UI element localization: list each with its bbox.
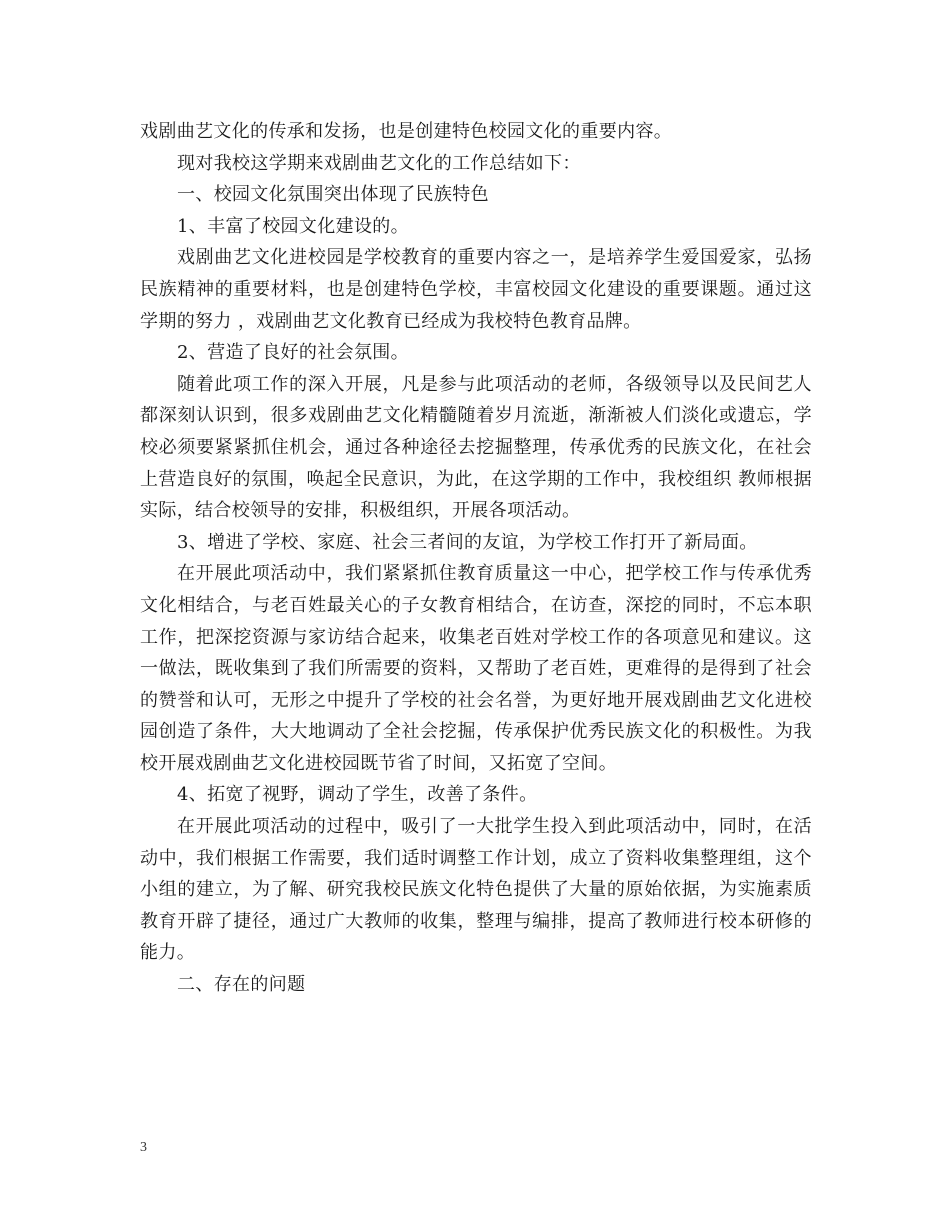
paragraph-body-1: 戏剧曲艺文化进校园是学校教育的重要内容之一，是培养学生爱国爱家，弘扬民族精神的重要材料，也是创建特色学校，丰富校园文化建设的重要课题。通过这学期的努力 ，戏剧曲艺文化教育已经成为我校特色教育品牌。 [140,247,812,332]
paragraph-intro: 现对我校这学期来戏剧曲艺文化的工作总结如下： [177,152,581,174]
subheading-3: 3、增进了学校、家庭、社会三者间的友谊，为学校工作打开了新局面。 [177,531,758,553]
subheading-2: 2、营造了良好的社会氛围。 [177,342,410,364]
subheading-1: 1、丰富了校园文化建设的。 [177,215,410,237]
section-heading-2: 二、存在的问题 [177,974,306,996]
paragraph-body-4: 在开展此项活动的过程中，吸引了一大批学生投入到此项活动中，同时，在活动中，我们根据工作需要，我们适时调整工作计划，成立了资料收集整理组，这个小组的建立，为了解、研究我校民族文化特色提供了大量的原始依据，为实施素质教育开辟了捷径，通过广大教师的收集，整理与编排，提高了教师进行校本研修的能力。 [140,816,812,964]
paragraph-body-3: 在开展此项活动中，我们紧紧抓住教育质量这一中心，把学校工作与传承优秀文化相结合，与老百姓最关心的子女教育相结合，在访查，深挖的同时，不忘本职工作，把深挖资源与家访结合起来，收集老百姓对学校工作的各项意见和建议。这一做法，既收集到了我们所需要的资料，又帮助了老百姓，更难得的是得到了社会的赞誉和认可，无形之中提升了学校的社会名誉，为更好地开展戏剧曲艺文化进校园创造了条件，大大地调动了全社会挖掘，传承保护优秀民族文化的积极性。为我校开展戏剧曲艺文化进校园既节省了时间，又拓宽了空间。 [140,563,812,774]
paragraph-body-2: 随着此项工作的深入开展，凡是参与此项活动的老师，各级领导以及民间艺人都深刻认识到，很多戏剧曲艺文化精髓随着岁月流逝，渐渐被人们淡化或遗忘，学校必须要紧紧抓住机会，通过各种途径去挖掘整理，传承优秀的民族文化，在社会上营造良好的氛围，唤起全民意识，为此，在这学期的工作中，我校组织 教师根据实际，结合校领导的安排，积极组织，开展各项活动。 [140,373,812,522]
subheading-4: 4、拓宽了视野，调动了学生，改善了条件。 [177,784,538,806]
page-number: 3 [140,1140,147,1155]
paragraph-continuation: 戏剧曲艺文化的传承和发扬，也是创建特色校园文化的重要内容。 [140,121,673,142]
document-body [140,116,812,1001]
section-heading-1: 一、校园文化氛围突出体现了民族特色 [177,184,489,206]
